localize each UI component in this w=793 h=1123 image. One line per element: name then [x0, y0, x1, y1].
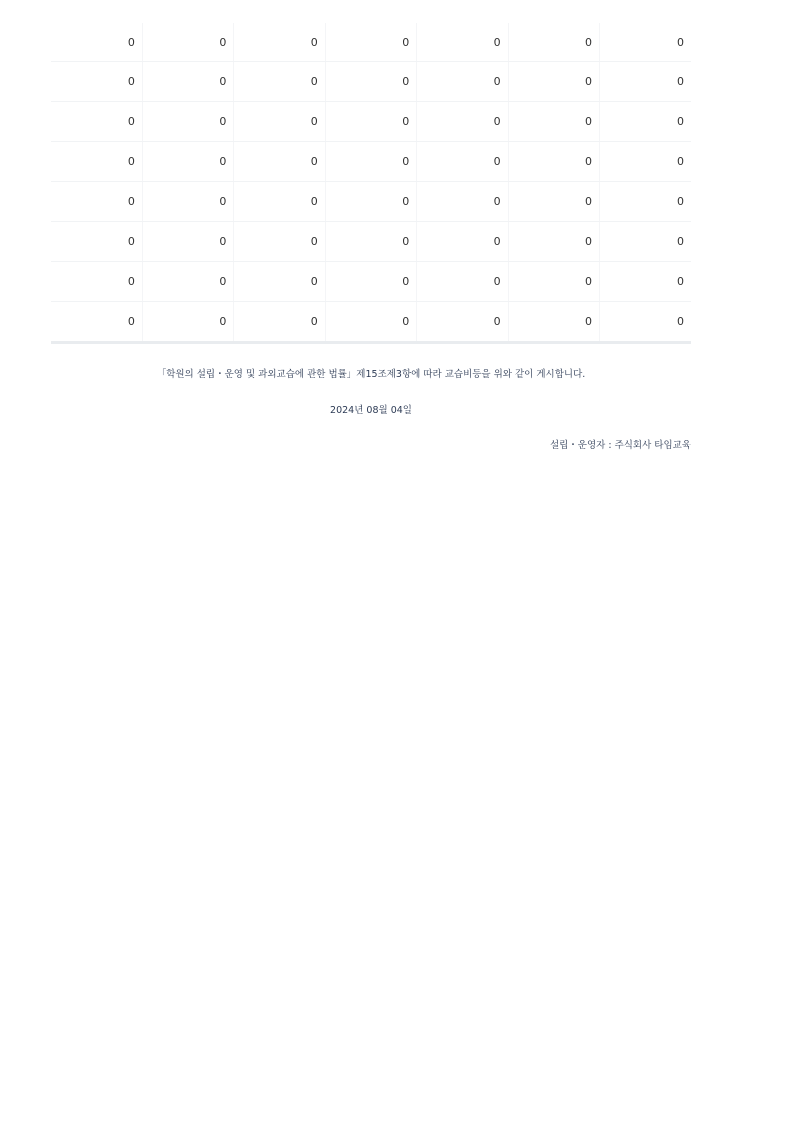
- table-cell: 0: [600, 23, 691, 62]
- table-cell: 0: [51, 102, 142, 142]
- table-cell: 0: [325, 182, 416, 222]
- table-cell: 0: [325, 142, 416, 182]
- table-cell: 0: [417, 262, 508, 302]
- table-cell: 0: [51, 302, 142, 343]
- table-cell: 0: [234, 102, 325, 142]
- table-cell: 0: [325, 302, 416, 343]
- law-notice-text: 「학원의 설립・운영 및 과외교습에 관한 법률」제15조제3항에 따라 교습비등을 위와 같이 게시합니다.: [156, 369, 586, 380]
- table-cell: 0: [600, 262, 691, 302]
- table-cell: 0: [508, 102, 599, 142]
- table-cell: 0: [142, 182, 233, 222]
- table-cell: 0: [142, 23, 233, 62]
- table-cell: 0: [417, 62, 508, 102]
- table-cell: 0: [417, 222, 508, 262]
- table-row: [51, 262, 691, 302]
- table-cell: 0: [508, 262, 599, 302]
- table-cell: 0: [325, 23, 416, 62]
- table-cell: 0: [600, 102, 691, 142]
- table-cell: 0: [51, 62, 142, 102]
- table-cell: 0: [600, 62, 691, 102]
- table-cell: 0: [600, 182, 691, 222]
- table-cell: 0: [142, 62, 233, 102]
- table-cell: 0: [234, 23, 325, 62]
- table-row: [51, 302, 691, 343]
- table-cell: 0: [325, 62, 416, 102]
- table-cell: 0: [600, 222, 691, 262]
- table-cell: 0: [417, 142, 508, 182]
- table-cell: 0: [234, 182, 325, 222]
- table-cell: 0: [51, 262, 142, 302]
- table-row: [51, 222, 691, 262]
- table-cell: 0: [508, 62, 599, 102]
- table-cell: 0: [51, 182, 142, 222]
- fee-table-body: [51, 23, 691, 343]
- posting-date: 2024년 08월 04일: [330, 405, 412, 416]
- table-cell: 0: [508, 302, 599, 343]
- table-cell: 0: [142, 262, 233, 302]
- table-cell: 0: [417, 102, 508, 142]
- table-cell: 0: [417, 23, 508, 62]
- table-cell: 0: [508, 182, 599, 222]
- table-cell: 0: [142, 302, 233, 343]
- table-row: [51, 182, 691, 222]
- table-cell: 0: [51, 222, 142, 262]
- fee-table: [51, 23, 691, 344]
- table-cell: 0: [508, 23, 599, 62]
- table-cell: 0: [234, 142, 325, 182]
- table-cell: 0: [417, 182, 508, 222]
- table-cell: 0: [51, 23, 142, 62]
- table-row: [51, 23, 691, 62]
- table-row: [51, 62, 691, 102]
- table-cell: 0: [600, 302, 691, 343]
- operator-signature: 설립・운영자 : 주식회사 타임교육: [549, 440, 691, 451]
- table-cell: 0: [234, 222, 325, 262]
- table-cell: 0: [234, 262, 325, 302]
- table-cell: 0: [234, 302, 325, 343]
- table-cell: 0: [142, 102, 233, 142]
- table-cell: 0: [508, 222, 599, 262]
- table-cell: 0: [508, 142, 599, 182]
- table-cell: 0: [417, 302, 508, 343]
- table-cell: 0: [234, 62, 325, 102]
- table-cell: 0: [142, 222, 233, 262]
- table-cell: 0: [325, 262, 416, 302]
- table-cell: 0: [51, 142, 142, 182]
- table-row: [51, 142, 691, 182]
- table-cell: 0: [600, 142, 691, 182]
- table-cell: 0: [142, 142, 233, 182]
- table-cell: 0: [325, 222, 416, 262]
- table-row: [51, 102, 691, 142]
- table-cell: 0: [325, 102, 416, 142]
